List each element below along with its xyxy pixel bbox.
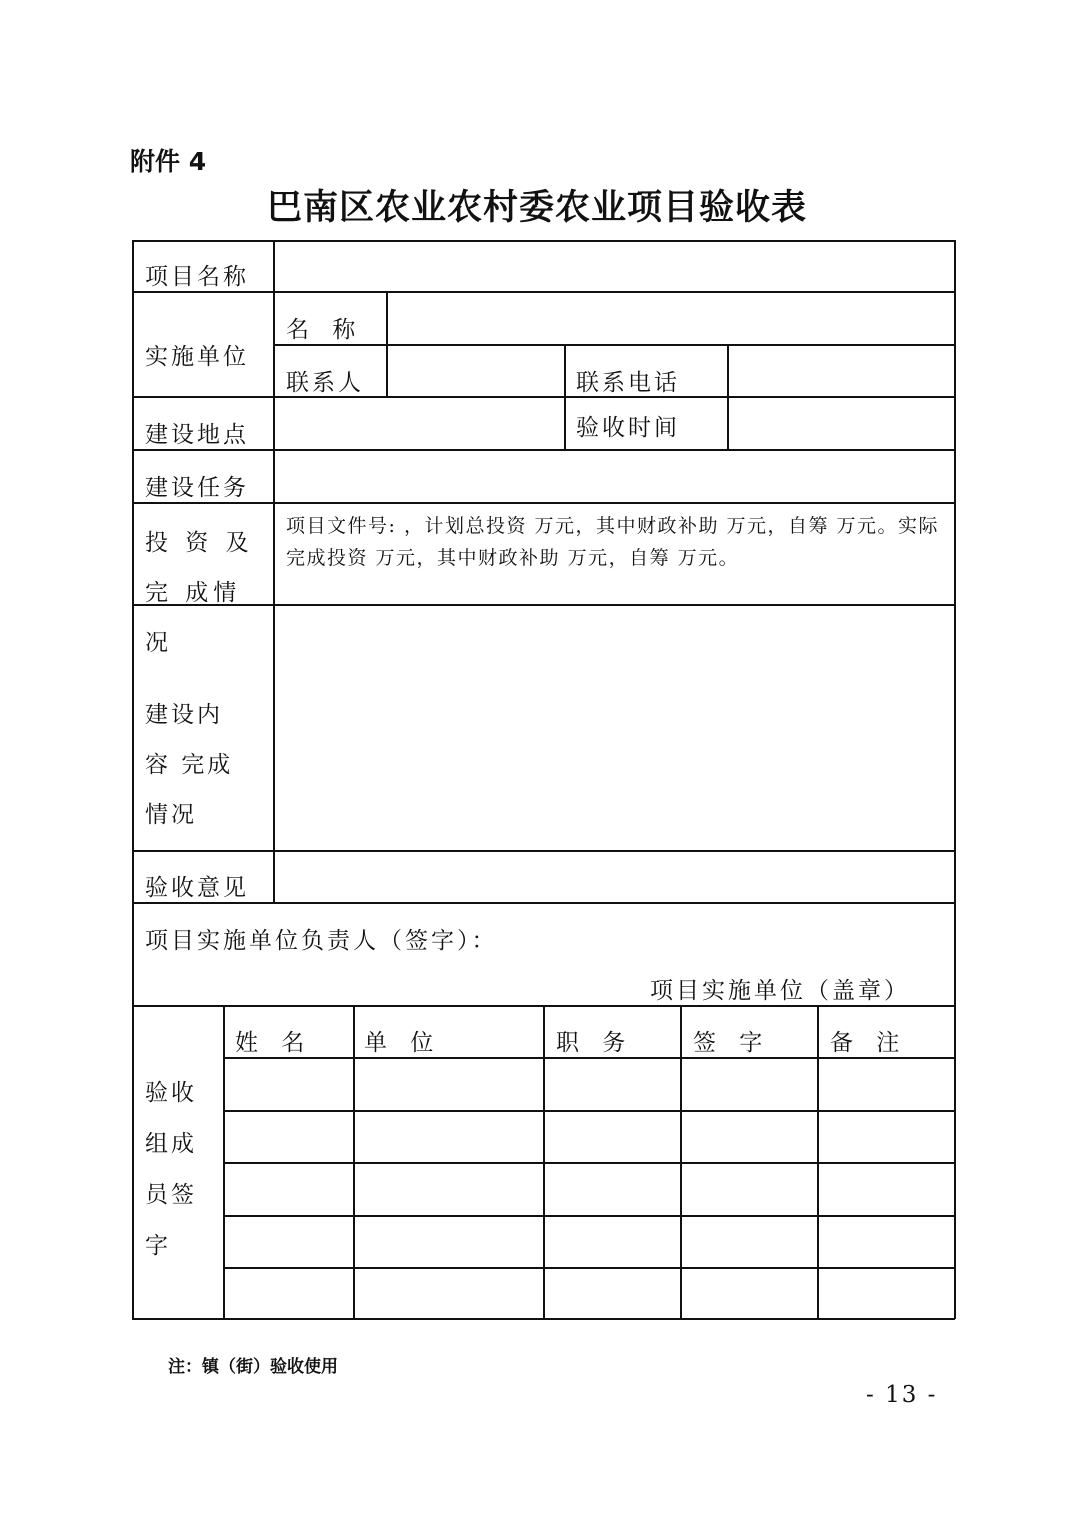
attachment-label: 附件 4 — [130, 147, 207, 176]
grid-line — [223, 1162, 955, 1164]
grid-line — [132, 502, 955, 504]
implementing-unit-label: 实施单位 — [145, 344, 249, 370]
members-header-remarks: 备 注 — [830, 1030, 908, 1056]
grid-line — [353, 1005, 355, 1319]
members-header-name: 姓 名 — [235, 1030, 313, 1056]
grid-line — [223, 1057, 955, 1059]
grid-line — [223, 1110, 955, 1112]
project-name-label: 项目名称 — [145, 264, 249, 290]
acceptance-time-label: 验收时间 — [576, 415, 680, 441]
members-header-position: 职 务 — [556, 1030, 634, 1056]
acceptance-opinion-label: 验收意见 — [145, 875, 249, 901]
form-title: 巴南区农业农村委农业项目验收表 — [266, 187, 807, 228]
grid-line — [680, 1005, 682, 1319]
grid-line — [274, 344, 955, 346]
grid-line — [954, 240, 956, 1319]
unit-name-label: 名 称 — [286, 317, 364, 343]
unit-head-signature-label: 项目实施单位负责人（签字）： — [145, 928, 498, 954]
contact-person-label: 联系人 — [286, 370, 364, 396]
members-header-unit: 单 位 — [364, 1030, 442, 1056]
grid-line — [223, 1005, 225, 1319]
contact-phone-label: 联系电话 — [576, 370, 680, 396]
grid-line — [817, 1005, 819, 1319]
grid-line — [223, 1215, 955, 1217]
grid-line — [132, 396, 955, 398]
usage-note: 注：镇（街）验收使用 — [168, 1357, 338, 1377]
page-number: - 13 - — [866, 1382, 938, 1408]
grid-line — [273, 240, 275, 903]
grid-line — [132, 902, 955, 904]
grid-line — [132, 240, 955, 242]
content-completion-label: 建设内容 完成情况 — [145, 702, 234, 828]
grid-line — [132, 850, 955, 852]
construction-site-label: 建设地点 — [145, 422, 249, 448]
grid-line — [564, 344, 566, 450]
investment-text: 项目文件号: ，计划总投资 万元，其中财政补助 万元，自筹 万元。实际完成投资 万元，其中财政补助 万元，自筹 万元。 — [286, 515, 940, 569]
unit-seal-label: 项目实施单位（盖章） — [650, 978, 910, 1004]
committee-signature-label: 验收 组成 员签 字 — [145, 1080, 197, 1259]
grid-line — [386, 291, 388, 397]
grid-line — [727, 344, 729, 450]
grid-line — [132, 291, 955, 293]
grid-line — [543, 1005, 545, 1319]
grid-line — [223, 1267, 955, 1269]
grid-line — [132, 240, 134, 1319]
members-header-signature: 签 字 — [693, 1030, 771, 1056]
investment-label: 投 资 及 完 成情况 — [145, 530, 254, 656]
construction-task-label: 建设任务 — [145, 475, 249, 501]
grid-line — [132, 449, 955, 451]
